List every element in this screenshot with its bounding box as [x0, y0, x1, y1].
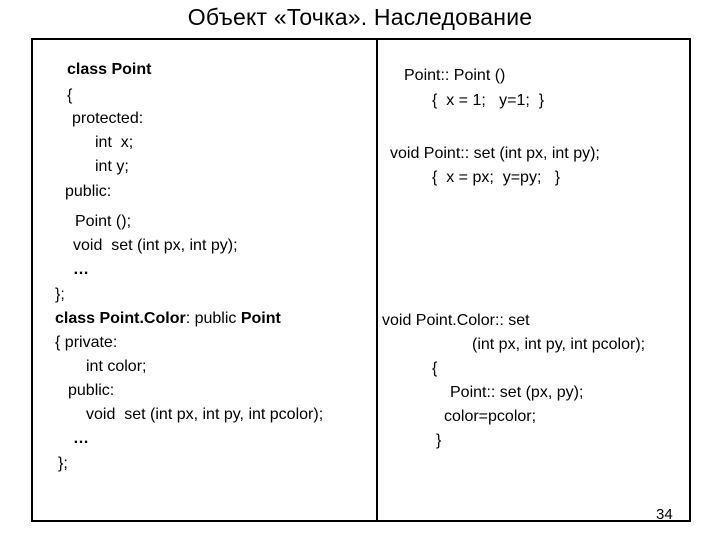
code-line: class Point — [67, 61, 152, 78]
code-line: { x = px; y=py; } — [432, 169, 561, 186]
code-line: Point:: set (px, py); — [450, 384, 584, 401]
code-line: void Point.Color:: set — [382, 312, 530, 329]
class-name: class Point.Color — [55, 310, 186, 327]
code-line: } — [436, 432, 442, 449]
code-line — [55, 309, 281, 329]
code-line: (int px, int py, int pcolor); — [472, 336, 646, 353]
code-line: void Point:: set (int px, int py); — [390, 145, 600, 162]
base-class-name: Point — [240, 310, 281, 327]
code-line: color=pcolor; — [444, 408, 537, 425]
code-line: public: — [68, 382, 115, 399]
code-line: { private: — [55, 334, 118, 351]
code-line: { — [432, 360, 438, 377]
code-line: int y; — [95, 158, 129, 175]
code-line: int x; — [95, 134, 134, 151]
column-divider — [376, 38, 378, 522]
code-line: { x = 1; y=1; } — [432, 92, 545, 109]
inheritance-text: : public — [185, 310, 241, 327]
code-line: }; — [58, 455, 68, 472]
slide-title: Объект «Точка». Наследование — [187, 4, 533, 30]
code-line: { — [67, 87, 73, 104]
page-number: 34 — [656, 506, 673, 523]
code-line: … — [73, 261, 89, 278]
code-line: public: — [65, 183, 112, 200]
code-line: … — [73, 430, 89, 447]
code-line: void set (int px, int py); — [73, 237, 238, 254]
code-line: }; — [55, 286, 65, 303]
code-line: Point:: Point () — [404, 67, 506, 84]
code-line: int color; — [86, 358, 147, 375]
code-line: void set (int px, int py, int pcolor); — [86, 406, 324, 423]
code-line: Point (); — [75, 213, 132, 230]
code-line: protected: — [72, 110, 144, 127]
